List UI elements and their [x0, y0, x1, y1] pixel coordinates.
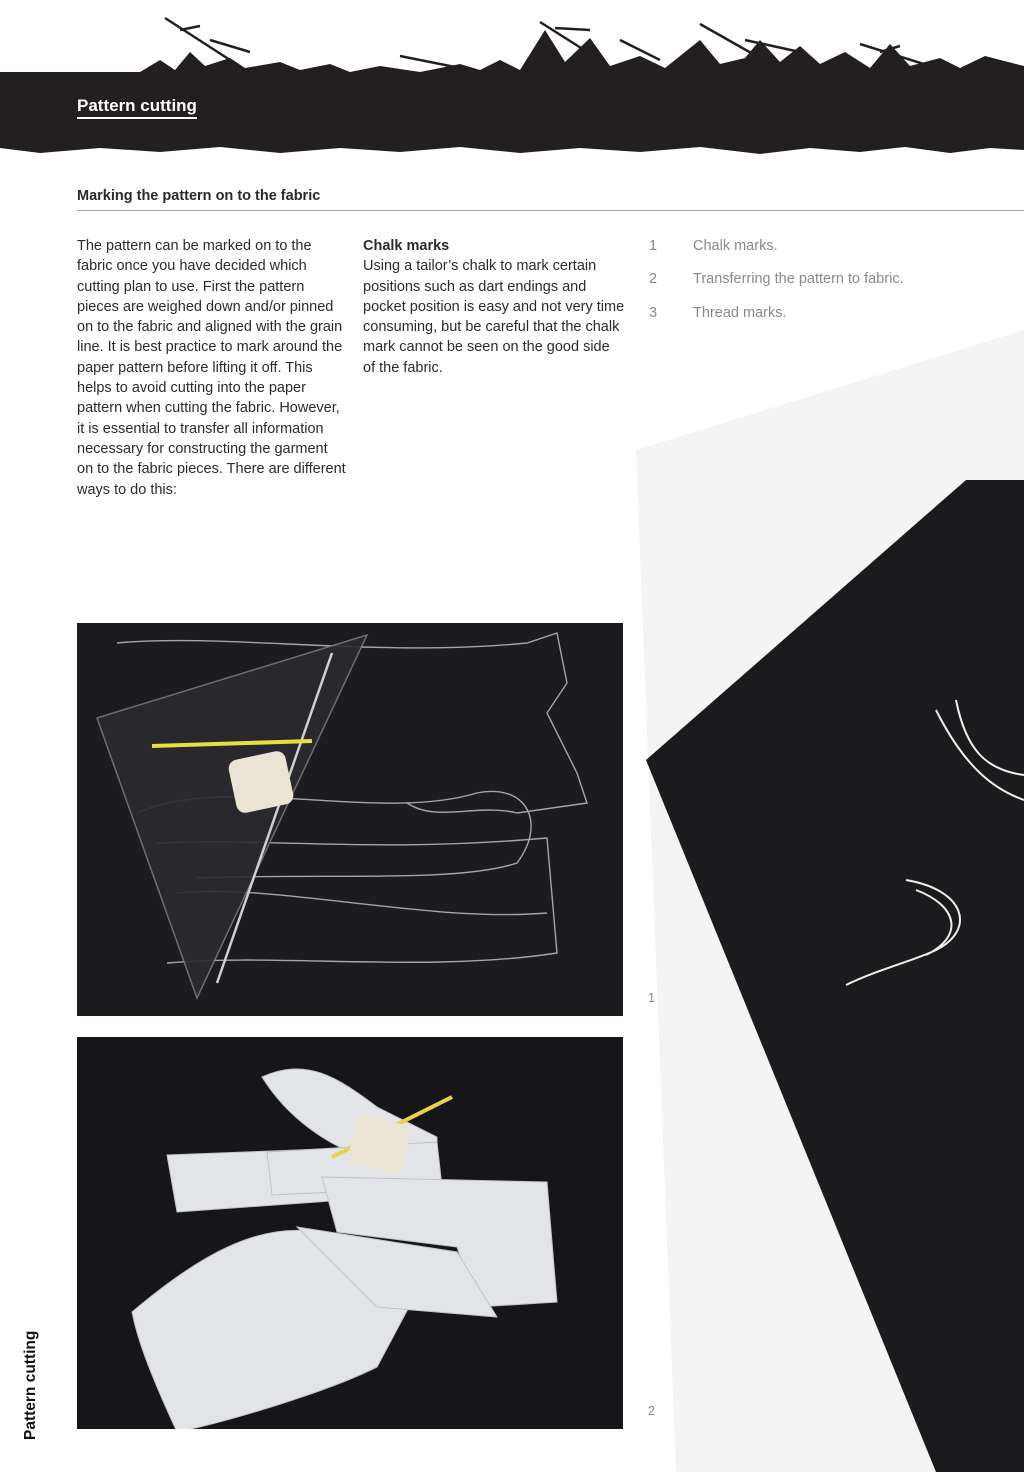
figure-2-number: 2	[648, 1404, 655, 1418]
intro-paragraph: The pattern can be marked on to the fabric once you have decided which cutting plan to use. First the pattern pieces are weighed down and/or pinned on to the fabric and aligned with the grain line. It is best practice to mark around the paper pattern before lifting it off. This helps to avoid cutting into the paper pattern when cutting the fabric. However, it is essential to transfer all information necessary for constructing the garment on to the fabric pieces. There are different ways to do this:	[77, 238, 346, 498]
chalk-marks-subheading: Chalk marks	[363, 238, 450, 254]
caption-item	[649, 269, 909, 289]
caption-text: Thread marks.	[693, 304, 787, 321]
header-band	[0, 0, 1024, 160]
section-heading: Marking the pattern on to the fabric	[77, 188, 321, 204]
chalk-marks-text: Using a tailor’s chalk to mark certain positions such as dart endings and pocket position is easy and not very time consuming, but be careful that the chalk mark cannot be seen on the good side of the fabric.	[363, 258, 625, 376]
chalk-marks-block	[363, 236, 625, 378]
caption-item	[649, 236, 909, 256]
figure-captions	[649, 236, 909, 336]
figure-1-number: 1	[648, 991, 655, 1005]
chalk-marks-illustration	[77, 623, 623, 1016]
caption-item	[649, 303, 909, 323]
pattern-transfer-photo	[77, 1037, 623, 1429]
caption-text: Chalk marks.	[693, 238, 778, 254]
header-title: Pattern cutting	[77, 96, 197, 119]
pattern-transfer-illustration	[77, 1037, 623, 1429]
caption-number: 1	[649, 238, 658, 254]
thread-marks-illustration	[636, 330, 1024, 1472]
caption-number: 2	[649, 271, 658, 288]
chalk-marks-photo	[77, 623, 623, 1016]
side-running-title: Pattern cutting	[22, 1330, 39, 1440]
brush-stroke-decoration	[0, 0, 1024, 160]
caption-number: 3	[649, 304, 658, 321]
caption-text: Transferring the pattern to fabric.	[693, 271, 904, 288]
thread-marks-photo	[636, 330, 1024, 1472]
section-divider	[77, 210, 1024, 211]
